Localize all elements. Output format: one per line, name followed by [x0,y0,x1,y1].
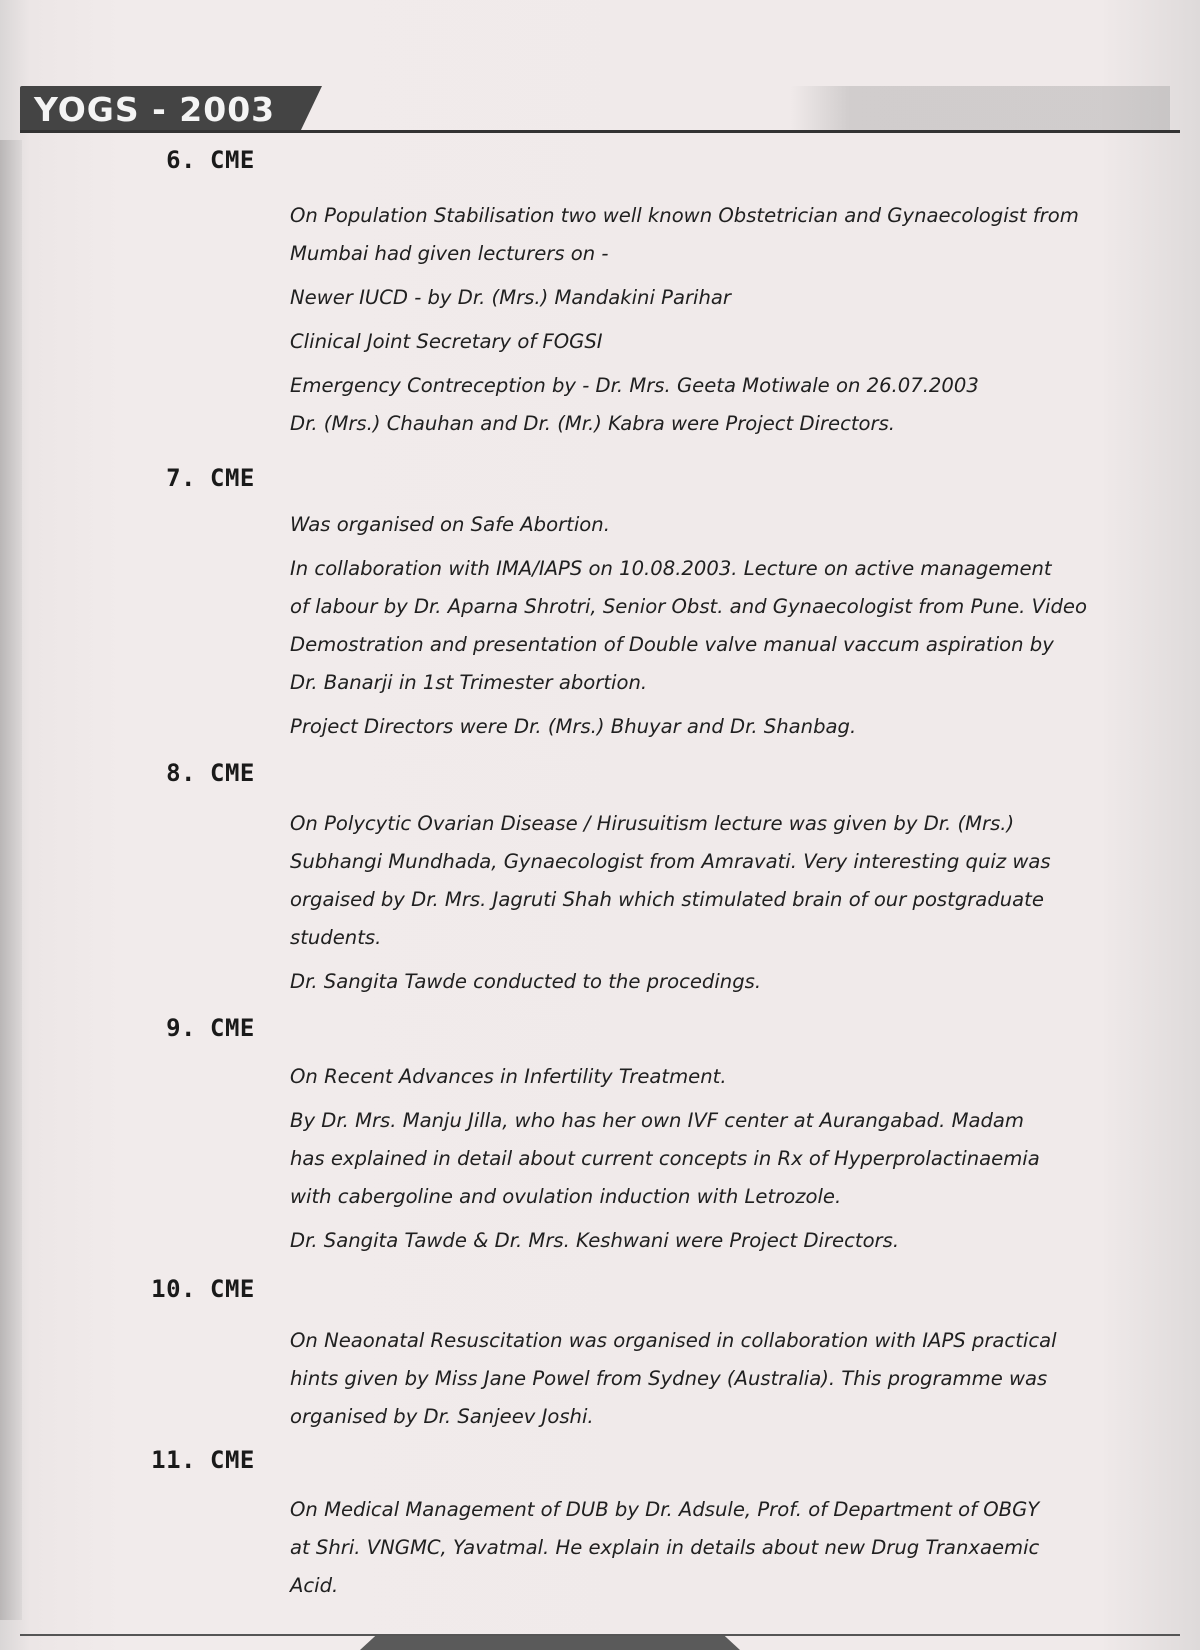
page-gutter-shadow [0,140,22,1620]
text-line: On Medical Management of DUB by Dr. Adsule, Prof. of Department of OBGY [290,1498,1040,1521]
section-number: 8. [166,759,196,787]
text-line: Dr. Sangita Tawde conducted to the procedings. [290,970,762,993]
section-body [290,1322,1176,1436]
footer-tab [360,1636,740,1650]
text-line: of labour by Dr. Aparna Shrotri, Senior Obst. and Gynaecologist from Pune. Video [290,595,1087,618]
header-tab [20,86,300,132]
text-line: Dr. Banarji in 1st Trimester abortion. [290,671,648,694]
section-heading [150,1275,255,1303]
section-number: 9. [166,1014,196,1042]
text-line: Clinical Joint Secretary of FOGSI [290,330,603,353]
section-label: CME [210,1446,255,1474]
text-line: hints given by Miss Jane Powel from Sydney (Australia). This programme was [290,1367,1048,1390]
text-line: Dr. (Mrs.) Chauhan and Dr. (Mr.) Kabra were Project Directors. [290,412,896,435]
section-body [290,805,1176,1001]
text-line: at Shri. VNGMC, Yavatmal. He explain in details about new Drug Tranxaemic [290,1536,1040,1559]
text-line: organised by Dr. Sanjeev Joshi. [290,1405,594,1428]
text-line: Emergency Contreception by - Dr. Mrs. Geeta Motiwale on 26.07.2003 [290,374,979,397]
section-heading [150,1446,255,1474]
header-rule [20,130,1180,133]
section-label: CME [210,759,255,787]
text-line: Acid. [290,1574,339,1597]
text-line: Newer IUCD - by Dr. (Mrs.) Mandakini Parihar [290,286,731,309]
section-number: 11. [151,1446,196,1474]
section-label: CME [210,146,255,174]
text-line: Project Directors were Dr. (Mrs.) Bhuyar and Dr. Shanbag. [290,715,857,738]
text-line: In collaboration with IMA/IAPS on 10.08.2003. Lecture on active management [290,557,1052,580]
section-heading [150,759,255,787]
section-body [290,1058,1176,1260]
section-body [290,197,1176,443]
text-line: On Recent Advances in Infertility Treatment. [290,1065,727,1088]
section-number: 6. [166,146,196,174]
page-title: YOGS - 2003 [34,90,276,129]
text-line: On Neaonatal Resuscitation was organised in collaboration with IAPS practical [290,1329,1057,1352]
section-label: CME [210,1014,255,1042]
section-heading [150,146,255,174]
section-body [290,1491,1176,1605]
section-label: CME [210,464,255,492]
text-line: Mumbai had given lecturers on - [290,242,609,265]
text-line: Was organised on Safe Abortion. [290,513,610,536]
section-heading [150,464,255,492]
text-line: By Dr. Mrs. Manju Jilla, who has her own IVF center at Aurangabad. Madam [290,1109,1025,1132]
text-line: On Polycytic Ovarian Disease / Hirusuitism lecture was given by Dr. (Mrs.) [290,812,1015,835]
text-line: with cabergoline and ovulation induction with Letrozole. [290,1185,842,1208]
text-line: orgaised by Dr. Mrs. Jagruti Shah which stimulated brain of our postgraduate [290,888,1044,911]
section-number: 10. [151,1275,196,1303]
page-header [20,86,1180,134]
section-body [290,506,1176,746]
section-label: CME [210,1275,255,1303]
text-line: Subhangi Mundhada, Gynaecologist from Amravati. Very interesting quiz was [290,850,1051,873]
text-line: On Population Stabilisation two well known Obstetrician and Gynaecologist from [290,204,1079,227]
text-line: Demostration and presentation of Double valve manual vaccum aspiration by [290,633,1054,656]
section-number: 7. [166,464,196,492]
footer-rule [20,1634,1180,1636]
text-line: has explained in detail about current concepts in Rx of Hyperprolactinaemia [290,1147,1040,1170]
text-line: students. [290,926,382,949]
text-line: Dr. Sangita Tawde & Dr. Mrs. Keshwani were Project Directors. [290,1229,900,1252]
section-heading [150,1014,255,1042]
